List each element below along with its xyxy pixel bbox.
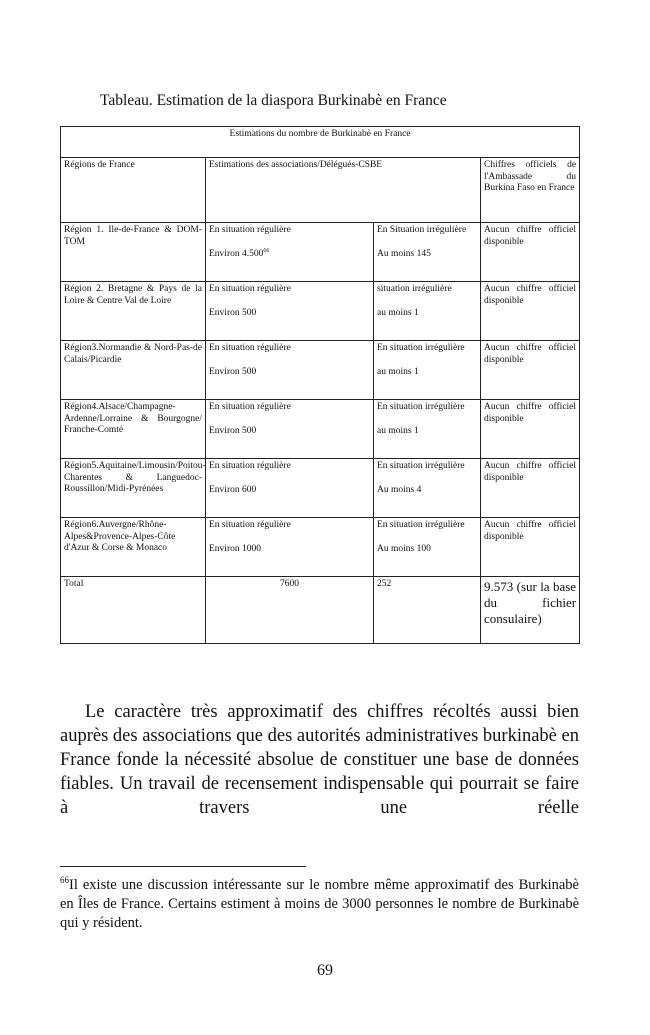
- footnote-ref: 66: [263, 247, 270, 254]
- footnote: [60, 876, 579, 933]
- official-cell: Aucun chiffre officiel disponible: [481, 223, 580, 282]
- irregular-value: au moins 1: [377, 425, 419, 436]
- region-cell: Région6.Auvergne/Rhône-Alpes&Provence-Alpes-Côte d'Azur & Corse & Monaco: [61, 518, 206, 577]
- table-row: [61, 282, 580, 341]
- regular-value: Environ 500: [209, 425, 257, 436]
- regular-cell: [206, 223, 374, 282]
- irregular-label: En situation irrégulière: [377, 461, 465, 471]
- official-cell: Aucun chiffre officiel disponible: [481, 459, 580, 518]
- regular-label: En situation régulière: [209, 402, 291, 412]
- irregular-label: En situation irrégulière: [377, 520, 465, 530]
- table-title: Estimations du nombre de Burkinabè en France: [61, 127, 580, 158]
- regular-label: En situation régulière: [209, 520, 291, 530]
- irregular-cell: [374, 282, 481, 341]
- regular-value: Environ 500: [209, 307, 257, 318]
- regular-cell: [206, 459, 374, 518]
- irregular-label: En Situation irrégulière: [377, 225, 467, 235]
- official-cell: Aucun chiffre officiel disponible: [481, 400, 580, 459]
- regular-value: Environ 1000: [209, 543, 261, 554]
- footnote-number: 66: [60, 875, 69, 886]
- table-total-row: [61, 577, 580, 644]
- irregular-value: Au moins 145: [377, 248, 431, 259]
- region-cell: Région3.Normandie & Nord-Pas-de Calais/Picardie: [61, 341, 206, 400]
- official-cell: Aucun chiffre officiel disponible: [481, 341, 580, 400]
- official-cell: Aucun chiffre officiel disponible: [481, 518, 580, 577]
- total-label: Total: [61, 577, 206, 644]
- regular-label: En situation régulière: [209, 284, 291, 294]
- regular-value: Environ 600: [209, 484, 257, 495]
- diaspora-table: [60, 126, 580, 644]
- region-cell: Région5.Aquitaine/Limousin/Poitou-Charentes & Languedoc-Roussillon/Midi-Pyrénées: [61, 459, 206, 518]
- table-row: [61, 223, 580, 282]
- irregular-cell: [374, 223, 481, 282]
- irregular-cell: [374, 400, 481, 459]
- region-cell: Région4.Alsace/Champagne-Ardenne/Lorraine & Bourgogne/ Franche-Comté: [61, 400, 206, 459]
- irregular-value: au moins 1: [377, 307, 419, 318]
- table-row: [61, 459, 580, 518]
- regular-value: Environ 500: [209, 366, 257, 377]
- body-paragraph: Le caractère très approximatif des chiffres récoltés aussi bien auprès des associations que des autorités administratives burkinabè en France fonde la nécessité absolue de constituer une base de données fiables. Un travail de recensement indispensable qui pourrait se faire à travers une réelle: [60, 702, 579, 818]
- table-header-row: [61, 158, 580, 223]
- regular-label: En situation régulière: [209, 343, 291, 353]
- regular-cell: [206, 341, 374, 400]
- irregular-cell: [374, 459, 481, 518]
- table-row: [61, 341, 580, 400]
- table-caption: Tableau. Estimation de la diaspora Burkinabè en France: [100, 92, 447, 109]
- regular-value: Environ 4.500: [209, 248, 264, 259]
- region-cell: Région 1. Ile-de-France & DOM-TOM: [61, 223, 206, 282]
- region-cell: Région 2. Bretagne & Pays de la Loire & Centre Val de Loire: [61, 282, 206, 341]
- irregular-value: Au moins 4: [377, 484, 422, 495]
- irregular-cell: [374, 518, 481, 577]
- table-title-row: [61, 127, 580, 158]
- total-irregular: 252: [374, 577, 481, 644]
- irregular-cell: [374, 341, 481, 400]
- regular-value-line: [209, 249, 370, 261]
- regular-cell: [206, 282, 374, 341]
- page-number: 69: [317, 962, 333, 979]
- official-cell: Aucun chiffre officiel disponible: [481, 282, 580, 341]
- footnote-separator: [60, 866, 306, 867]
- header-regions: Régions de France: [61, 158, 206, 223]
- total-regular: 7600: [206, 577, 374, 644]
- irregular-value: au moins 1: [377, 366, 419, 377]
- regular-cell: [206, 518, 374, 577]
- footnote-text: Il existe une discussion intéressante sur le nombre même approximatif des Burkinabè en Îles de France. Certains estiment à moins de 3000 personnes le nombre de Burkinabè qui y résident.: [60, 877, 579, 931]
- irregular-value: Au moins 100: [377, 543, 431, 554]
- regular-label: En situation régulière: [209, 225, 291, 235]
- regular-label: En situation régulière: [209, 461, 291, 471]
- table-row: [61, 518, 580, 577]
- irregular-label: En situation irrégulière: [377, 343, 465, 353]
- table-row: [61, 400, 580, 459]
- header-official: Chiffres officiels de l'Ambassade du Burkina Faso en France: [481, 158, 580, 223]
- irregular-label: En situation irrégulière: [377, 402, 465, 412]
- total-official: 9.573 (sur la base du fichier consulaire): [481, 577, 580, 644]
- regular-cell: [206, 400, 374, 459]
- header-estimations: Estimations des associations/Délégués-CSBE: [206, 158, 481, 223]
- irregular-label: situation irrégulière: [377, 284, 452, 294]
